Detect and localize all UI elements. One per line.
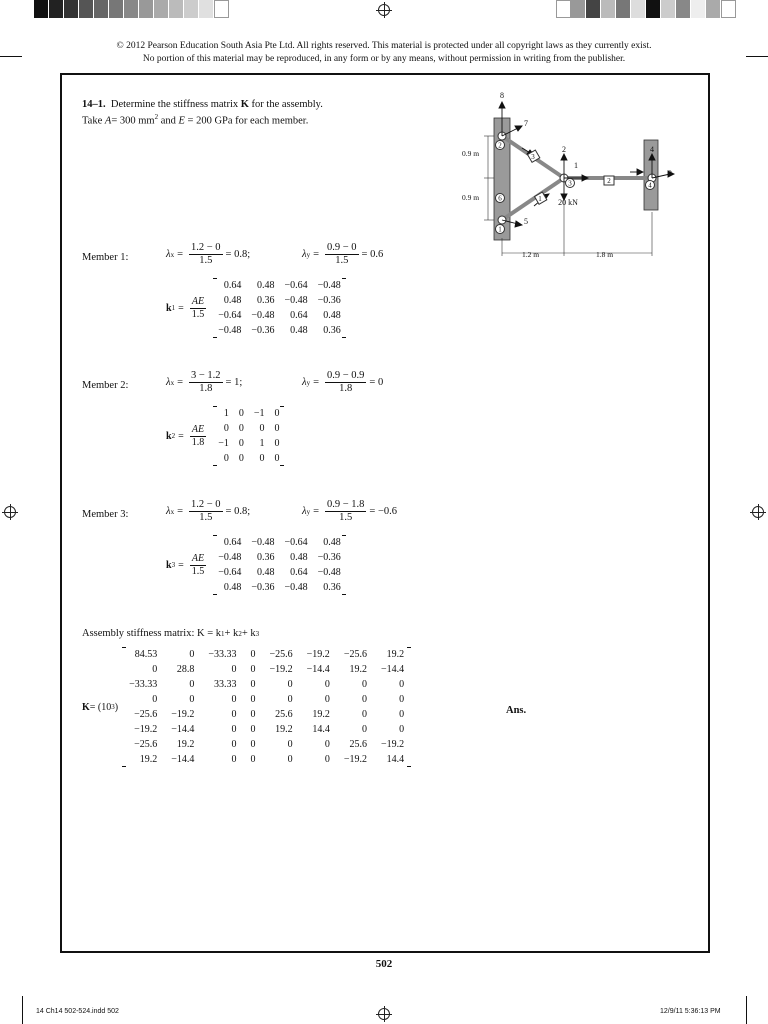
lambda-x-symbol: λ xyxy=(166,506,171,517)
registration-mark-bottom xyxy=(378,1008,390,1020)
lambda-x-denominator: 1.5 xyxy=(199,512,213,523)
assembly-sub-2: 2 xyxy=(238,629,242,638)
lambda-y-sub: y xyxy=(306,378,311,387)
assembly-sub-1: 1 xyxy=(221,629,225,638)
lambda-y-result: = −0.6 xyxy=(369,506,397,517)
member-label: Member 1: xyxy=(82,252,129,263)
lambda-x-sub: x xyxy=(170,378,175,387)
assembly-row xyxy=(122,692,411,707)
equals-sign: = xyxy=(178,430,184,442)
problem-line2-area: A xyxy=(104,115,112,127)
member-matrix-lhs xyxy=(166,424,209,449)
node-circle-2: 2 xyxy=(498,141,502,150)
length-denominator: 1.5 xyxy=(191,565,205,577)
matrix-row xyxy=(213,535,346,550)
matrix-cell: 0.64 xyxy=(223,537,242,548)
assembly-cell: 0 xyxy=(287,739,293,750)
assembly-cell: −25.6 xyxy=(269,649,293,660)
assembly-row xyxy=(122,722,411,737)
matrix-cell: 0.64 xyxy=(290,310,308,321)
assembly-cell: 0 xyxy=(189,679,195,690)
matrix-cell: −0.64 xyxy=(284,537,308,548)
assembly-row xyxy=(122,647,411,662)
matrix-cell: 1 xyxy=(259,438,265,449)
lambda-x-symbol: λ xyxy=(166,249,171,260)
assembly-cell: 0 xyxy=(250,724,256,735)
lambda-x-result: = 0.8; xyxy=(225,249,251,260)
matrix-row xyxy=(213,421,284,436)
matrix-bracket xyxy=(213,406,284,466)
equals-sign: = xyxy=(177,506,183,517)
assembly-plus-1: + k xyxy=(224,628,239,639)
node-circle-4: 4 xyxy=(648,181,652,190)
assembly-cell: 0 xyxy=(399,679,405,690)
color-swatch-strip-left xyxy=(34,0,229,18)
member-stiffness-matrix-block xyxy=(166,278,346,338)
assembly-cell: −19.2 xyxy=(380,739,405,750)
dim-1-8: 1.8 m xyxy=(596,250,614,259)
lambda-y-numerator: 0.9 − 0 xyxy=(326,242,357,253)
lambda-y-denominator: 1.5 xyxy=(335,255,349,266)
assembly-cell: 0 xyxy=(399,709,405,720)
matrix-cell: −1 xyxy=(218,438,229,449)
member-label-1: 1 xyxy=(538,195,542,203)
answer-marker: Ans. xyxy=(506,705,527,716)
dof-4: 4 xyxy=(650,145,654,154)
assembly-cell: 14.4 xyxy=(386,754,405,765)
k-subscript: 2 xyxy=(171,432,176,440)
matrix-cell: −0.64 xyxy=(284,280,308,291)
member-label: Member 2: xyxy=(82,380,129,391)
assembly-cell: −14.4 xyxy=(306,664,330,675)
assembly-cell: −19.2 xyxy=(306,649,330,660)
assembly-cell: −25.6 xyxy=(134,709,158,720)
matrix-cell: 0.48 xyxy=(223,295,242,306)
lambda-x-symbol: λ xyxy=(166,377,171,388)
assembly-cell: 0 xyxy=(287,694,293,705)
matrix-cell: 0 xyxy=(274,438,280,449)
matrix-cell: 0 xyxy=(274,408,280,419)
length-denominator: 1.8 xyxy=(191,436,205,448)
lambda-y-result: = 0.6 xyxy=(361,249,384,260)
assembly-factor: = (10 xyxy=(89,701,112,713)
registration-mark-left xyxy=(4,506,16,518)
assembly-cell: 0 xyxy=(189,649,195,660)
matrix-cell: 0 xyxy=(274,453,280,464)
problem-text-2: for the assembly. xyxy=(251,99,323,110)
node-circle-1: 1 xyxy=(498,225,502,234)
assembly-cell: 19.2 xyxy=(349,664,367,675)
assembly-cell: 19.2 xyxy=(176,739,195,750)
matrix-cell: −0.64 xyxy=(218,567,242,578)
matrix-cell: −0.48 xyxy=(317,280,341,291)
lambda-x-result: = 0.8; xyxy=(225,506,251,517)
assembly-row xyxy=(122,752,411,767)
assembly-cell: 19.2 xyxy=(312,709,330,720)
timestamp-slug: 12/9/11 5:36:13 PM xyxy=(660,1008,721,1015)
member-matrix xyxy=(213,406,284,466)
assembly-matrix-bracket xyxy=(122,647,411,767)
matrix-cell: −0.36 xyxy=(251,582,275,593)
crop-mark xyxy=(746,56,768,57)
assembly-cell: 0 xyxy=(399,724,405,735)
matrix-cell: 0 xyxy=(223,423,229,434)
matrix-cell: 0.64 xyxy=(223,280,242,291)
matrix-row xyxy=(213,451,284,466)
dof-7: 7 xyxy=(524,119,528,128)
lambda-y-symbol: λ xyxy=(302,506,307,517)
matrix-cell: 0.48 xyxy=(290,552,308,563)
assembly-cell: 0 xyxy=(324,754,330,765)
lambda-y-equation xyxy=(302,499,397,524)
assembly-cell: 28.8 xyxy=(176,664,195,675)
k-subscript: 1 xyxy=(171,304,176,312)
assembly-cell: 0 xyxy=(324,679,330,690)
assembly-caption-text: Assembly stiffness matrix: K = k xyxy=(82,628,222,639)
matrix-cell: −0.48 xyxy=(251,537,275,548)
problem-bold-k: K xyxy=(240,99,249,110)
lambda-y-symbol: λ xyxy=(302,249,307,260)
registration-mark-right xyxy=(752,506,764,518)
assembly-cell: 0 xyxy=(231,754,237,765)
assembly-cell: −33.33 xyxy=(129,679,158,690)
equals-sign: = xyxy=(177,377,183,388)
assembly-cell: 84.53 xyxy=(134,649,158,660)
ae-numerator: AE xyxy=(191,295,205,307)
assembly-cell: 0 xyxy=(231,709,237,720)
crop-mark xyxy=(22,996,23,1024)
matrix-bracket xyxy=(213,278,346,338)
matrix-cell: −0.36 xyxy=(317,295,341,306)
assembly-cell: −14.4 xyxy=(171,754,195,765)
assembly-cell: 25.6 xyxy=(275,709,293,720)
assembly-exp: 3 xyxy=(111,703,115,711)
truss-figure xyxy=(460,88,700,266)
assembly-cell: −19.2 xyxy=(343,754,367,765)
lambda-x-sub: x xyxy=(170,507,175,516)
assembly-cell: 0 xyxy=(361,724,367,735)
matrix-cell: 0 xyxy=(274,423,280,434)
assembly-row xyxy=(122,662,411,677)
matrix-row xyxy=(213,580,346,595)
member-stiffness-matrix-block xyxy=(166,406,284,466)
assembly-cell: 0 xyxy=(250,754,256,765)
lambda-y-denominator: 1.5 xyxy=(339,512,353,523)
equals-sign: = xyxy=(313,249,319,260)
assembly-matrix-block xyxy=(82,647,411,767)
assembly-sub-3: 3 xyxy=(255,629,260,638)
assembly-k: K xyxy=(82,701,90,713)
assembly-cell: 0 xyxy=(361,694,367,705)
matrix-cell: −0.48 xyxy=(284,582,308,593)
lambda-x-result: = 1; xyxy=(225,377,243,388)
k-symbol: k xyxy=(166,430,172,442)
matrix-cell: 0.48 xyxy=(256,567,275,578)
dof-1: 1 xyxy=(574,161,578,170)
assembly-cell: 0 xyxy=(399,694,405,705)
matrix-cell: 0.48 xyxy=(223,582,242,593)
copyright-line-1: © 2012 Pearson Education South Asia Pte Ltd. All rights reserved. This material is protected under all copyright laws as they currently exist. xyxy=(116,41,652,51)
crop-mark xyxy=(746,996,747,1024)
matrix-row xyxy=(213,308,346,323)
k-symbol: k xyxy=(166,559,172,571)
lambda-y-sub: y xyxy=(306,507,311,516)
assembly-cell: 0 xyxy=(152,694,158,705)
matrix-cell: −0.36 xyxy=(317,552,341,563)
assembly-cell: 0 xyxy=(324,694,330,705)
ae-numerator: AE xyxy=(191,552,205,564)
member-label-2: 2 xyxy=(607,177,611,185)
matrix-cell: 0 xyxy=(223,453,229,464)
assembly-cell: 0 xyxy=(250,664,256,675)
matrix-cell: 0 xyxy=(238,408,244,419)
matrix-row xyxy=(213,293,346,308)
file-slug: 14 Ch14 502-524.indd 502 xyxy=(36,1008,119,1015)
matrix-cell: 0.36 xyxy=(323,325,341,336)
matrix-cell: 0 xyxy=(238,453,244,464)
lambda-y-result: = 0 xyxy=(369,377,384,388)
member-matrix xyxy=(213,278,346,338)
dof-3: 3 xyxy=(668,169,672,178)
assembly-cell: −25.6 xyxy=(134,739,158,750)
assembly-cell: 0 xyxy=(361,709,367,720)
k-symbol: k xyxy=(166,302,172,314)
member-matrix-lhs xyxy=(166,553,209,578)
member-label: Member 3: xyxy=(82,509,129,520)
assembly-cell: 0 xyxy=(287,754,293,765)
matrix-cell: 0.64 xyxy=(290,567,308,578)
load-label: 20 kN xyxy=(558,198,578,207)
assembly-row xyxy=(122,737,411,752)
lambda-y-equation xyxy=(302,242,383,267)
problem-line2-a: Take xyxy=(82,115,103,127)
assembly-cell: 0 xyxy=(250,709,256,720)
problem-statement xyxy=(82,98,323,128)
assembly-cell: 25.6 xyxy=(349,739,367,750)
problem-line2-end: = 200 GPa for each member. xyxy=(187,115,309,127)
problem-number: 14–1. xyxy=(82,99,106,110)
matrix-cell: 0.36 xyxy=(323,582,341,593)
lambda-x-equation xyxy=(166,370,242,395)
problem-line2-and: and xyxy=(160,115,176,127)
matrix-cell: −0.48 xyxy=(218,325,242,336)
assembly-matrix xyxy=(122,647,411,767)
copyright-notice xyxy=(70,40,698,66)
assembly-cell: 19.2 xyxy=(139,754,158,765)
matrix-row xyxy=(213,550,346,565)
assembly-close: ) xyxy=(114,701,119,713)
dim-1-2: 1.2 m xyxy=(522,250,540,259)
assembly-plus-2: + k xyxy=(241,628,256,639)
assembly-lhs xyxy=(82,702,118,713)
assembly-cell: 0 xyxy=(324,739,330,750)
matrix-cell: 0.48 xyxy=(256,280,275,291)
lambda-x-sub: x xyxy=(170,250,175,259)
assembly-cell: 0 xyxy=(189,694,195,705)
assembly-caption xyxy=(82,628,259,639)
lambda-x-equation xyxy=(166,499,250,524)
problem-line2-modulus: E xyxy=(178,115,185,127)
matrix-row xyxy=(213,406,284,421)
matrix-row xyxy=(213,436,284,451)
node-circle-3: 3 xyxy=(568,179,572,188)
node-circle-6: 6 xyxy=(498,194,502,203)
matrix-cell: 0.36 xyxy=(256,295,275,306)
matrix-cell: 0 xyxy=(238,438,244,449)
page-number: 502 xyxy=(375,958,393,970)
equals-sign: = xyxy=(177,249,183,260)
matrix-row xyxy=(213,323,346,338)
dim-0-9-upper: 0.9 m xyxy=(462,149,480,158)
lambda-x-numerator: 1.2 − 0 xyxy=(190,242,221,253)
lambda-y-denominator: 1.8 xyxy=(339,383,353,394)
matrix-cell: 1 xyxy=(223,408,229,419)
assembly-cell: 0 xyxy=(250,739,256,750)
dof-8: 8 xyxy=(500,91,504,100)
matrix-cell: −0.64 xyxy=(218,310,242,321)
matrix-bracket xyxy=(213,535,346,595)
lambda-y-numerator: 0.9 − 1.8 xyxy=(326,499,365,510)
color-swatch-strip-right xyxy=(556,0,736,18)
matrix-row xyxy=(213,278,346,293)
matrix-row xyxy=(213,565,346,580)
equals-sign: = xyxy=(313,506,319,517)
member-matrix-lhs xyxy=(166,296,209,321)
matrix-cell: −0.48 xyxy=(317,567,341,578)
copyright-line-2: No portion of this material may be reproduced, in any form or by any means, without permission in writing from the publisher. xyxy=(142,54,626,64)
matrix-cell: 0 xyxy=(259,423,265,434)
dof-5: 5 xyxy=(524,217,528,226)
assembly-cell: 0 xyxy=(361,679,367,690)
assembly-cell: 33.33 xyxy=(214,679,237,690)
member-label-3: 3 xyxy=(531,153,535,161)
assembly-cell: −14.4 xyxy=(171,724,195,735)
length-denominator: 1.5 xyxy=(191,308,205,320)
matrix-cell: 0 xyxy=(259,453,265,464)
assembly-cell: 0 xyxy=(287,679,293,690)
lambda-x-denominator: 1.5 xyxy=(199,255,213,266)
assembly-row xyxy=(122,677,411,692)
matrix-cell: 0.36 xyxy=(256,552,275,563)
matrix-cell: −1 xyxy=(253,408,265,419)
assembly-cell: 0 xyxy=(250,694,256,705)
ae-numerator: AE xyxy=(191,423,205,435)
lambda-x-equation xyxy=(166,242,250,267)
matrix-cell: −0.48 xyxy=(284,295,308,306)
assembly-cell: −19.2 xyxy=(171,709,195,720)
matrix-cell: −0.48 xyxy=(251,310,275,321)
assembly-cell: −19.2 xyxy=(134,724,158,735)
member-1-bar xyxy=(502,178,564,220)
problem-text-1: Determine the stiffness matrix xyxy=(110,99,239,110)
matrix-cell: 0.48 xyxy=(323,537,341,548)
lambda-x-numerator: 1.2 − 0 xyxy=(190,499,221,510)
lambda-x-numerator: 3 − 1.2 xyxy=(190,370,221,381)
member-matrix xyxy=(213,535,346,595)
problem-line2-value: = 300 mm xyxy=(111,115,155,127)
assembly-cell: 0 xyxy=(231,724,237,735)
assembly-cell: 0 xyxy=(231,739,237,750)
matrix-cell: 0.48 xyxy=(290,325,308,336)
assembly-cell: −19.2 xyxy=(269,664,293,675)
registration-mark-top xyxy=(378,4,390,16)
matrix-cell: 0.48 xyxy=(323,310,341,321)
assembly-cell: −14.4 xyxy=(380,664,405,675)
lambda-y-numerator: 0.9 − 0.9 xyxy=(326,370,365,381)
problem-line2-exp: 2 xyxy=(154,113,159,121)
assembly-cell: 0 xyxy=(250,679,256,690)
dim-0-9-lower: 0.9 m xyxy=(462,193,480,202)
assembly-cell: 0 xyxy=(250,649,256,660)
assembly-cell: −25.6 xyxy=(343,649,367,660)
assembly-cell: −33.33 xyxy=(208,649,237,660)
assembly-cell: 0 xyxy=(231,664,237,675)
lambda-y-symbol: λ xyxy=(302,377,307,388)
assembly-cell: 14.4 xyxy=(312,724,330,735)
assembly-row xyxy=(122,707,411,722)
matrix-cell: −0.36 xyxy=(251,325,275,336)
lambda-y-equation xyxy=(302,370,383,395)
assembly-cell: 0 xyxy=(231,694,237,705)
equals-sign: = xyxy=(178,302,184,314)
k-subscript: 3 xyxy=(171,561,176,569)
lambda-y-sub: y xyxy=(306,250,311,259)
assembly-cell: 19.2 xyxy=(275,724,293,735)
dof-2: 2 xyxy=(562,145,566,154)
crop-mark xyxy=(0,56,22,57)
matrix-cell: −0.48 xyxy=(218,552,242,563)
equals-sign: = xyxy=(313,377,319,388)
member-stiffness-matrix-block xyxy=(166,535,346,595)
assembly-cell: 0 xyxy=(152,664,158,675)
assembly-cell: 19.2 xyxy=(386,649,405,660)
equals-sign: = xyxy=(178,559,184,571)
lambda-x-denominator: 1.8 xyxy=(199,383,213,394)
matrix-cell: 0 xyxy=(238,423,244,434)
